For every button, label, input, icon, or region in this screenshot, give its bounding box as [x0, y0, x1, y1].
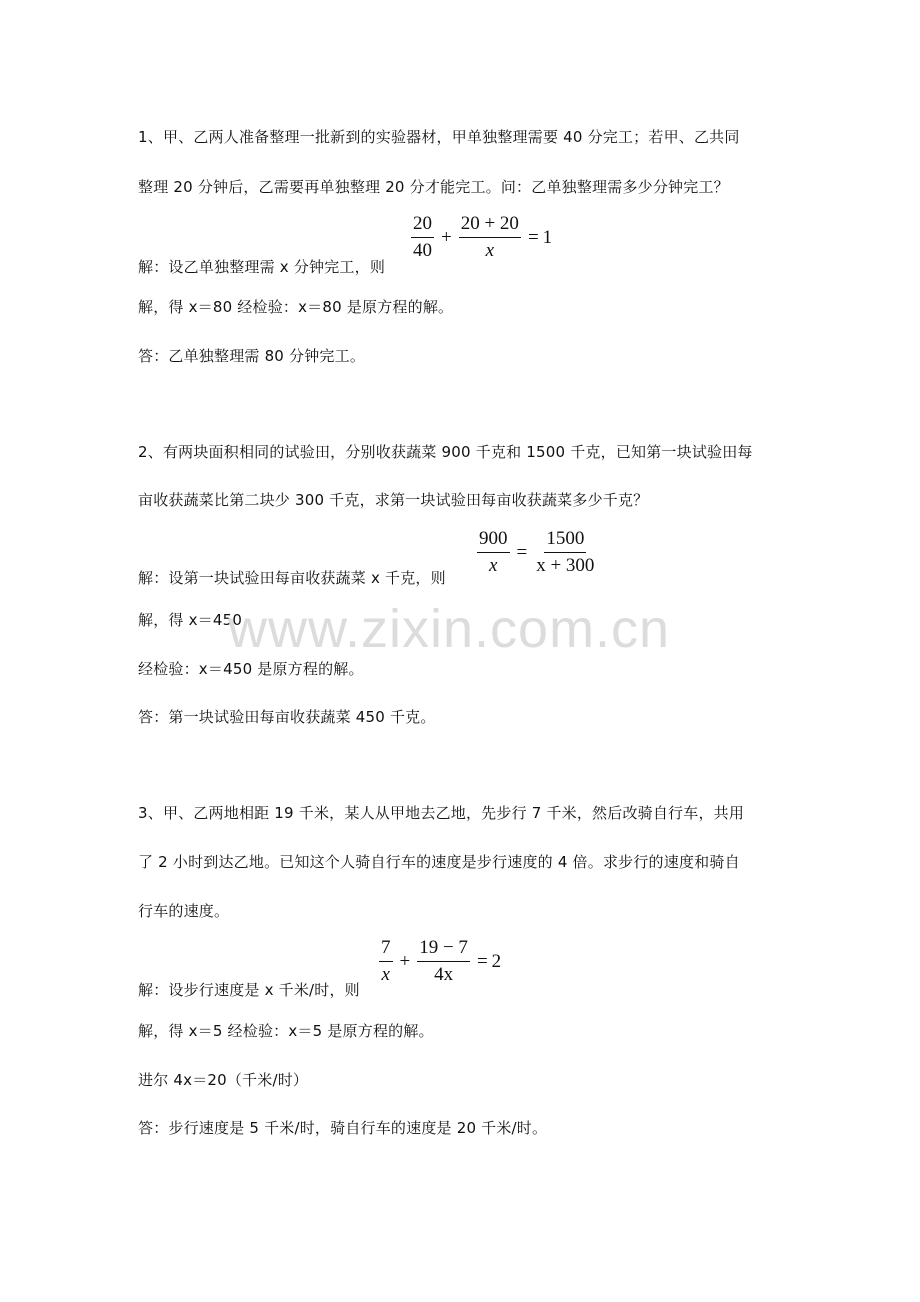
- numerator: 1500: [544, 528, 586, 553]
- problem-2-text-line-1: 2、有两块面积相同的试验田，分别收获蔬菜 900 千克和 1500 千克，已知第一块试验田每: [138, 443, 753, 461]
- problem-3-setup: 解：设步行速度是 x 千米/时，则: [138, 981, 360, 999]
- problem-3-equation: [376, 937, 501, 986]
- rhs: 2: [491, 950, 502, 972]
- problem-1-text-line-2: 整理 20 分钟后，乙需要再单独整理 20 分才能完工。问：乙单独整理需多少分钟完工？: [138, 178, 729, 196]
- denominator: x: [381, 964, 390, 985]
- problem-3-answer: 答：步行速度是 5 千米/时，骑自行车的速度是 20 千米/时。: [138, 1119, 548, 1137]
- problem-1-text-line-1: 1、甲、乙两人准备整理一批新到的实验器材，甲单独整理需要 40 分完工；若甲、乙共同: [138, 128, 740, 146]
- denominator-text: x + 300: [536, 555, 595, 576]
- fraction: [534, 528, 596, 577]
- problem-2-answer: 答：第一块试验田每亩收获蔬菜 450 千克。: [138, 708, 436, 726]
- denominator: x: [485, 240, 495, 261]
- fraction: [379, 937, 393, 986]
- problem-3-solution: 解，得 x＝5 经检验：x＝5 是原方程的解。: [138, 1022, 434, 1040]
- problem-2-equation: [474, 528, 599, 577]
- fraction: [477, 528, 510, 577]
- operator: =: [527, 226, 539, 248]
- fraction: [459, 213, 521, 262]
- problem-3-extra: 进尔 4x＝20（千米/时）: [138, 1071, 309, 1089]
- fraction: [417, 937, 470, 986]
- problem-2-solution: 解，得 x＝450: [138, 611, 243, 629]
- problem-1-solution: 解，得 x＝80 经检验：x＝80 是原方程的解。: [138, 298, 454, 316]
- operator: =: [516, 541, 528, 563]
- numerator: 900: [477, 528, 510, 553]
- denominator: 40: [413, 240, 432, 261]
- problem-1-setup: 解：设乙单独整理需 x 分钟完工，则: [138, 258, 386, 276]
- problem-2-setup: 解：设第一块试验田每亩收获蔬菜 x 千克，则: [138, 569, 446, 587]
- operator: =: [476, 950, 488, 972]
- numerator: 7: [379, 937, 393, 962]
- fraction: [411, 213, 434, 262]
- problem-2-check: 经检验：x＝450 是原方程的解。: [138, 660, 364, 678]
- numerator: 19 − 7: [417, 937, 470, 962]
- rhs: 1: [542, 226, 553, 248]
- numerator: 20 + 20: [459, 213, 521, 238]
- problem-3-text-line-3: 行车的速度。: [138, 902, 230, 920]
- denominator: [534, 553, 596, 577]
- problem-1-answer: 答：乙单独整理需 80 分钟完工。: [138, 347, 366, 365]
- numerator: 20: [411, 213, 434, 238]
- denominator: 4x: [434, 964, 454, 985]
- watermark: www.zixin.com.cn: [228, 599, 671, 659]
- problem-3-text-line-2: 了 2 小时到达乙地。已知这个人骑自行车的速度是步行速度的 4 倍。求步行的速度和骑自: [138, 853, 740, 871]
- operator: +: [441, 226, 452, 248]
- denominator: x: [489, 555, 498, 576]
- problem-2-text-line-2: 亩收获蔬菜比第二块少 300 千克，求第一块试验田每亩收获蔬菜多少千克？: [138, 491, 649, 509]
- problem-3-text-line-1: 3、甲、乙两地相距 19 千米，某人从甲地去乙地，先步行 7 千米，然后改骑自行车，共用: [138, 804, 745, 822]
- operator: +: [399, 950, 411, 972]
- problem-1-equation: [408, 213, 552, 262]
